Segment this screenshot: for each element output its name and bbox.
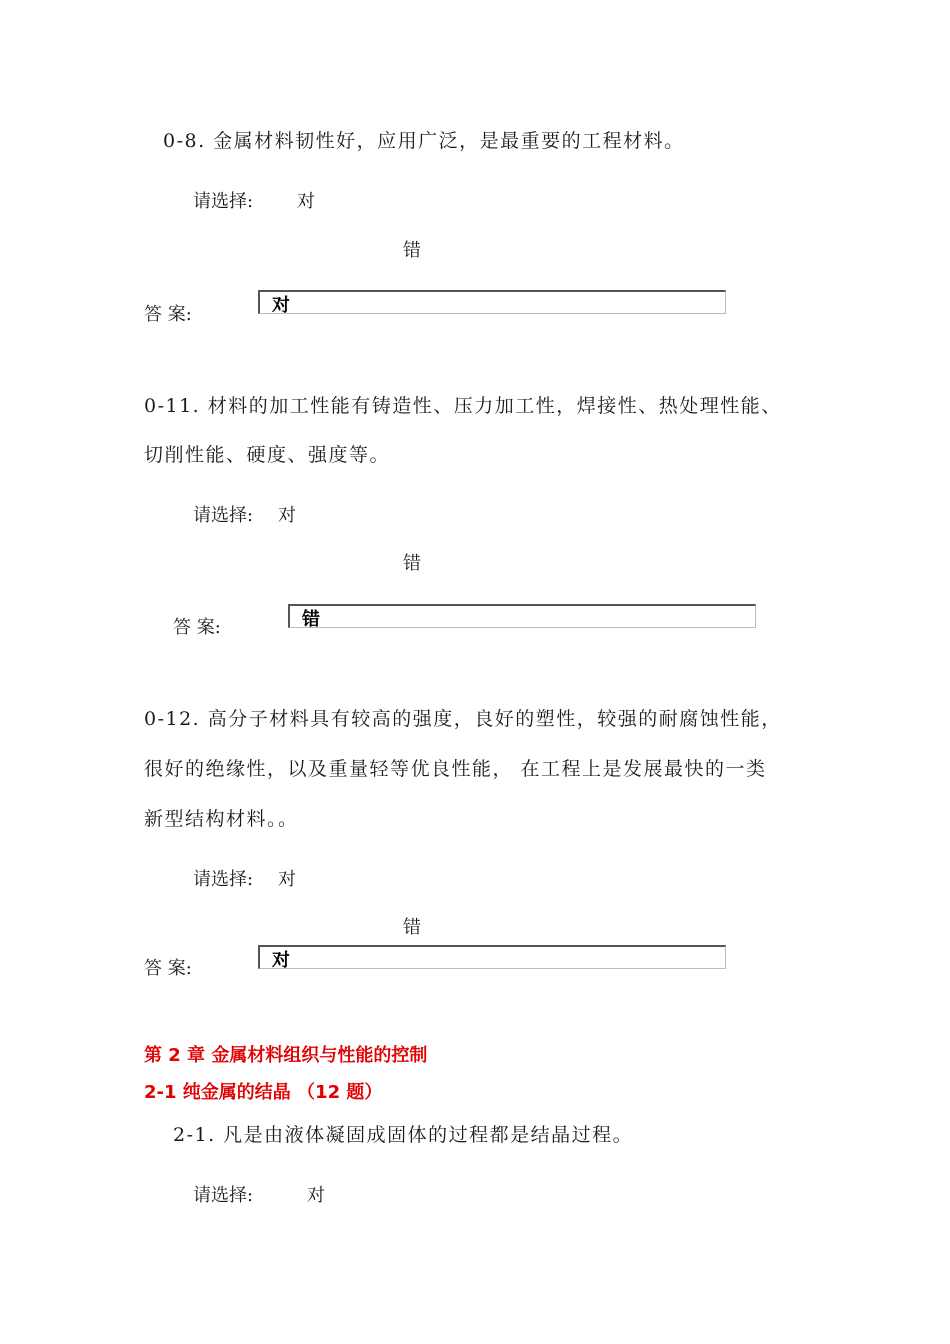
question-text: 2-1. 凡是由液体凝固成固体的过程都是结晶过程。 [173,1124,634,1146]
question-text: 0-12. 高分子材料具有较高的强度，良好的塑性，较强的耐腐蚀性能， [144,708,782,730]
question-text: 0-8. 金属材料韧性好，应用广泛，是最重要的工程材料。 [163,130,685,152]
answer-value: 错 [302,609,320,630]
select-label: 请选择: [193,191,254,212]
answer-field[interactable] [258,945,726,969]
answer-value: 对 [272,295,290,316]
question-text: 新型结构材料。。 [144,808,299,830]
question-text: 0-11. 材料的加工性能有铸造性、压力加工性，焊接性、热处理性能、 [144,395,782,417]
select-label: 请选择: [193,1185,254,1206]
option-true[interactable]: 对 [307,1185,325,1206]
question-text: 切削性能、硬度、强度等。 [144,444,391,466]
answer-value: 对 [272,950,290,971]
answer-field[interactable] [258,290,726,314]
option-false[interactable]: 错 [403,553,421,574]
option-false[interactable]: 错 [403,917,421,938]
select-label: 请选择: [193,869,254,890]
chapter-title: 第 2 章 金属材料组织与性能的控制 [144,1045,428,1066]
answer-label: 答 案: [173,617,221,638]
answer-label: 答 案: [144,958,192,979]
option-true[interactable]: 对 [297,191,315,212]
select-label: 请选择: [193,505,254,526]
section-title: 2-1 纯金属的结晶 （12 题） [144,1082,383,1103]
answer-label: 答 案: [144,304,192,325]
question-text: 很好的绝缘性，以及重量轻等优良性能， 在工程上是发展最快的一类 [144,758,767,780]
option-false[interactable]: 错 [403,240,421,261]
option-true[interactable]: 对 [278,505,296,526]
answer-field[interactable] [288,604,756,628]
option-true[interactable]: 对 [278,869,296,890]
